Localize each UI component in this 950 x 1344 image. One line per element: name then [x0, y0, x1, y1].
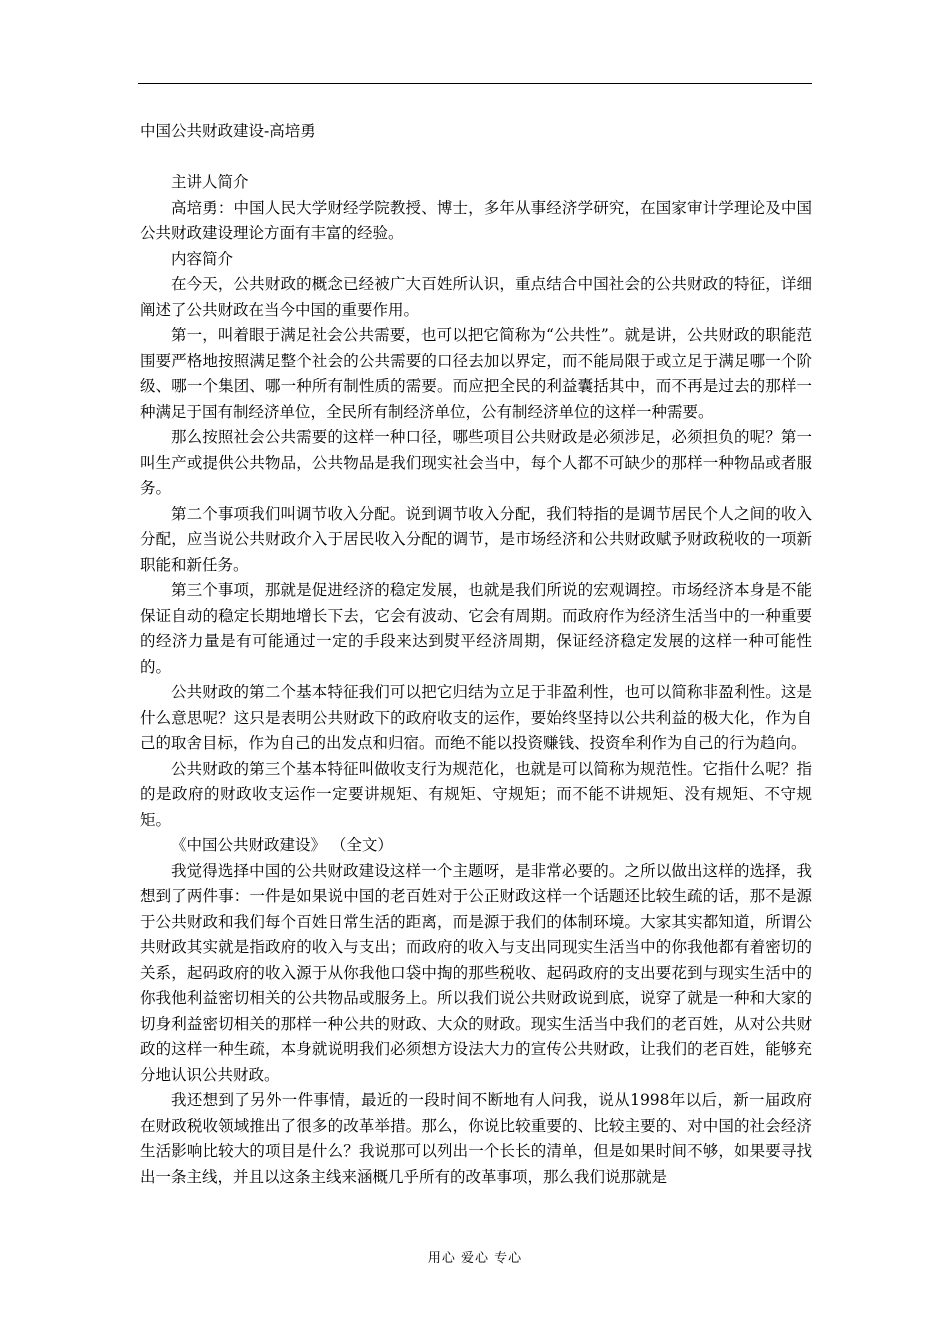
paragraph: 那么按照社会公共需要的这样一种口径，哪些项目公共财政是必须涉足，必须担负的呢？第一叫生产或提供公共物品，公共物品是我们现实社会当中，每个人都不可缺少的那样一种物品或者服务。 — [140, 428, 812, 497]
paragraph: 我还想到了另外一件事情，最近的一段时间不断地有人问我，说从1998年以后，新一届政府在财政税收领域推出了很多的改革举措。那么，你说比较重要的、比较主要的、对中国的社会经济生活影响比较大的项目是什么？我说那可以列出一个长长的清单，但是如果时间不够，如果要寻找出一条主线，并且以这条主线来涵概几乎所有的改革事项，那么我们说那就是 — [140, 1091, 812, 1186]
paragraph: 公共财政的第二个基本特征我们可以把它归结为立足于非盈利性，也可以简称非盈利性。这是什么意思呢？这只是表明公共财政下的政府收支的运作，要始终坚持以公共利益的极大化，作为自己的取舍目标，作为自己的出发点和归宿。而绝不能以投资赚钱、投资牟利作为自己的行为趋向。 — [140, 683, 812, 752]
paragraph-speaker-bio: 高培勇：中国人民大学财经学院教授、博士，多年从事经济学研究，在国家审计学理论及中国公共财政建设理论方面有丰富的经验。 — [140, 198, 812, 242]
title-spacer — [140, 145, 812, 171]
paragraph: 第三个事项，那就是促进经济的稳定发展，也就是我们所说的宏观调控。市场经济本身是不能保证自动的稳定长期地增长下去，它会有波动、它会有周期。而政府作为经济生活当中的一种重要的经济力量是有可能通过一定的手段来达到熨平经济周期，保证经济稳定发展的这样一种可能性的。 — [140, 581, 812, 676]
paragraph: 我觉得选择中国的公共财政建设这样一个主题呀，是非常必要的。之所以做出这样的选择，我想到了两件事：一件是如果说中国的老百姓对于公正财政这样一个话题还比较生疏的话，那不是源于公共财政和我们每个百姓日常生活的距离，而是源于我们的体制环境。大家其实都知道，所谓公共财政其实就是指政府的收入与支出；而政府的收入与支出同现实生活当中的你我他都有着密切的关系，起码政府的收入源于从你我他口袋中掏的那些税收、起码政府的支出要花到与现实生活中的你我他利益密切相关的公共物品或服务上。所以我们说公共财政说到底，说穿了就是一种和大家的切身利益密切相关的那样一种公共的财政、大众的财政。现实生活当中我们的老百姓，从对公共财政的这样一种生疏，本身就说明我们必须想方设法大力的宣传公共财政，让我们的老百姓，能够充分地认识公共财政。 — [140, 861, 812, 1084]
paragraph-content-heading: 内容简介 — [171, 249, 234, 268]
paragraph: 第一，叫着眼于满足社会公共需要，也可以把它简称为“公共性”。就是讲，公共财政的职能范围要严格地按照满足整个社会的公共需要的口径去加以界定，而不能局限于或立足于满足哪一个阶级、哪一个集团、哪一种所有制性质的需要。而应把全民的利益囊括其中，而不再是过去的那样一种满足于国有制经济单位，全民所有制经济单位，公有制经济单位的这样一种需要。 — [140, 326, 812, 421]
paragraph-speaker-heading: 主讲人简介 — [171, 173, 249, 191]
page-footer: 用心 爱心 专心 — [427, 1251, 523, 1266]
paragraph-summary: 在今天，公共财政的概念已经被广大百姓所认识，重点结合中国社会的公共财政的特征，详细阐述了公共财政在当今中国的重要作用。 — [140, 275, 812, 319]
paragraph: 第二个事项我们叫调节收入分配。说到调节收入分配，我们特指的是调节居民个人之间的收入分配，应当说公共财政介入于居民收入分配的调节，是市场经济和公共财政赋予财政税收的一项新职能和新任务。 — [140, 504, 812, 574]
header-rule — [138, 83, 812, 84]
paragraph-fulltext-heading: 《中国公共财政建设》 （全文） — [171, 836, 393, 854]
paragraph: 公共财政的第三个基本特征叫做收支行为规范化，也就是可以简称为规范性。它指什么呢？指的是政府的财政收支运作一定要讲规矩、有规矩、守规矩；而不能不讲规矩、没有规矩、不守规矩。 — [140, 759, 812, 829]
document-body — [140, 119, 812, 1190]
document-title: 中国公共财政建设-高培勇 — [140, 122, 316, 140]
